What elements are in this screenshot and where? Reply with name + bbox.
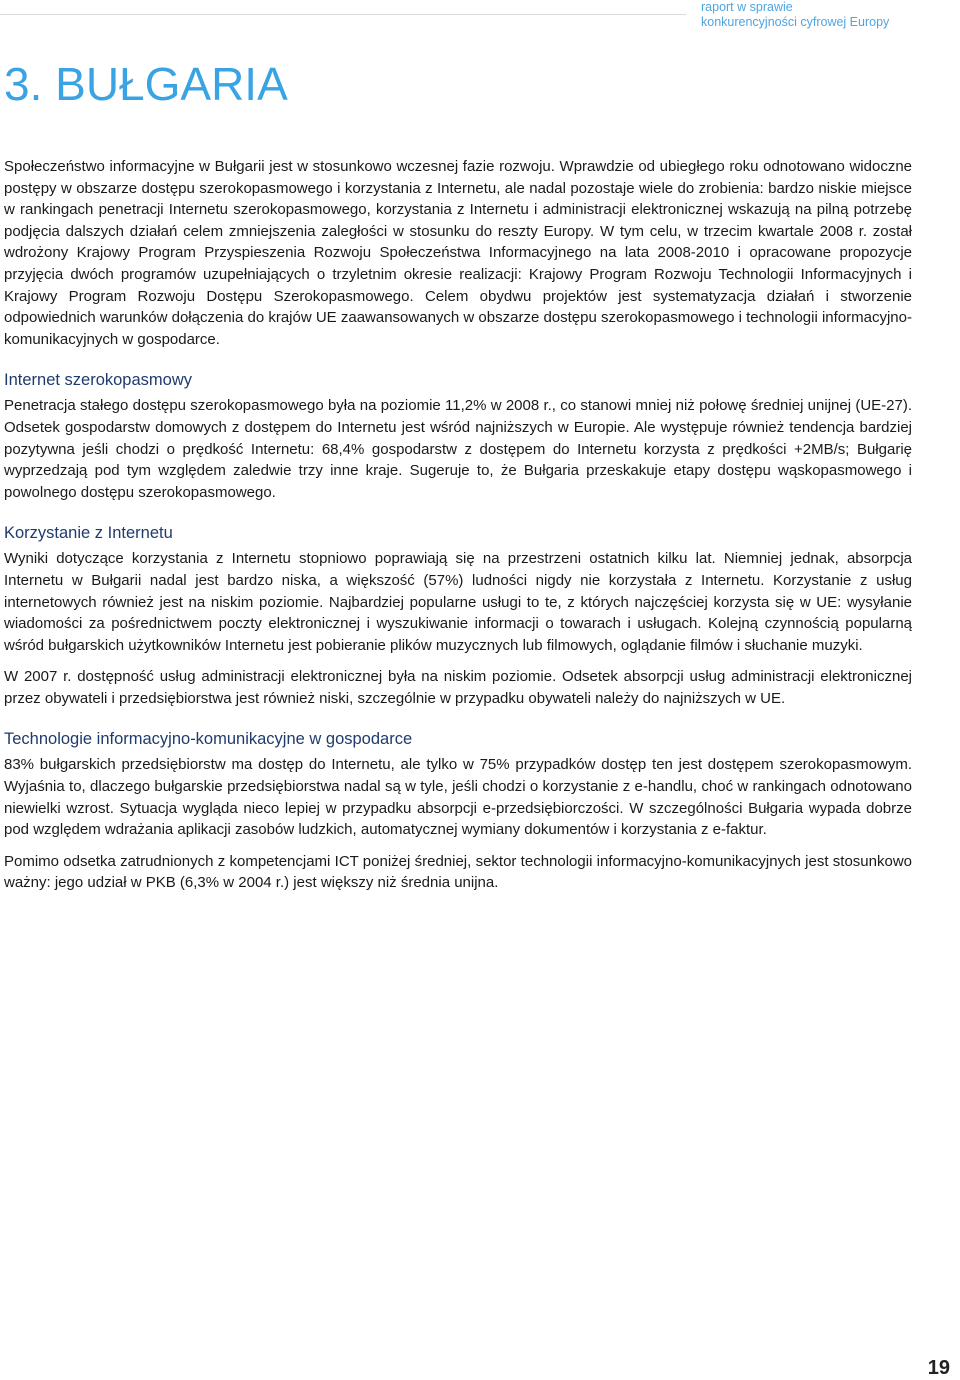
section-heading-broadband: Internet szerokopasmowy	[4, 371, 193, 390]
running-header-line-1: raport w sprawie	[701, 0, 793, 14]
running-header-line-2: konkurencyjności cyfrowej Europy	[701, 15, 890, 29]
section-heading-ict-economy: Technologie informacyjno-komunikacyjne w gospodarce	[4, 730, 413, 749]
paragraph-broadband-1: Penetracja stałego dostępu szerokopasmowego była na poziomie 11,2% w 2008 r., co stanowi mniej niż połowę średniej unijnej (UE-27). Odsetek gospodarstw domowych z dostępem do Internetu jest wśród najniższych w Europie. Ale występuje również tendencja bardziej pozytywna jeśli chodzi o prędkość Internetu: 68,4% gospodarstw z dostępem do Internetu korzysta z prędkości +2MB/s; Bułgarię wyprzedzają pod tym względem zaledwie trzy inne kraje. Sugeruje to, że Bułgaria przeskakuje etapy dostępu wąskopasmowego i powolnego dostępu szerokopasmowego.	[4, 397, 912, 501]
paragraph-internet-use-2: W 2007 r. dostępność usług administracji elektronicznej była na niskim poziomie. Odsetek absorpcji usług administracji elektronicznej przez obywateli i przedsiębiorstwa jest również niski, szczególnie w przypadku obywateli należy do najniższych w UE.	[4, 668, 912, 707]
header-rule	[0, 14, 686, 15]
paragraph-ict-economy-1: 83% bułgarskich przedsiębiorstw ma dostęp do Internetu, ale tylko w 75% przypadków dostęp ten jest dostępem szerokopasmowym. Wyjaśnia to, dlaczego bułgarskie przedsiębiorstwa nadal są w tyle, jeśli chodzi o korzystanie z e-handlu, choć w rankingach odnotowano niewielki wzrost. Sytuacja wygląda nieco lepiej w przypadku absorpcji e-przedsiębiorczości. W szczególności Bułgaria wypada dobrze pod względem wdrażania aplikacji zasobów ludzkich, automatycznej wymiany dokumentów i korzystania z e-faktur.	[4, 756, 912, 839]
running-header	[701, 0, 889, 30]
page-title: 3. BUŁGARIA	[4, 58, 288, 110]
section-heading-internet-use: Korzystanie z Internetu	[4, 524, 173, 543]
paragraph-internet-use-1: Wyniki dotyczące korzystania z Internetu stopniowo poprawiają się na przestrzeni ostatnich kilku lat. Niemniej jednak, absorpcja Internetu w Bułgarii nadal jest bardzo niska, a większość (57%) ludności nigdy nie korzystała z Internetu. Korzystanie z usług internetowych również jest na niskim poziomie. Najbardziej popularne usługi to te, z których najczęściej korzysta się w UE: wysyłanie wiadomości za pośrednictwem poczty elektronicznej i wyszukiwanie informacji o towarach i usługach. Kolejną czynnością popularną wśród bułgarskich użytkowników Internetu jest pobieranie plików muzycznych lub filmowych, oglądanie filmów i słuchanie muzyki.	[4, 550, 912, 654]
paragraph-ict-economy-2: Pomimo odsetka zatrudnionych z kompetencjami ICT poniżej średniej, sektor technologii informacyjno-komunikacyjnych jest stosunkowo ważny: jego udział w PKB (6,3% w 2004 r.) jest większy niż średnia unijna.	[4, 852, 912, 892]
intro-paragraph: Społeczeństwo informacyjne w Bułgarii jest w stosunkowo wczesnej fazie rozwoju. Wprawdzie od ubiegłego roku odnotowano widoczne postępy w obszarze dostępu szerokopasmowego i korzystania z Internetu, ale nadal pozostaje wiele do zrobienia: bardzo niskie miejsce w rankingach penetracji Internetu szerokopasmowego, korzystania z Internetu i administracji elektronicznej wskazują na pilną potrzebę podjęcia dalszych działań celem zmniejszenia zaległości w stosunku do reszty Europy. W tym celu, w trzecim kwartale 2008 r. został wdrożony Krajowy Program Przyspieszenia Rozwoju Społeczeństwa Informacyjnego na lata 2008-2010 i opracowane propozycje przyjęcia dwóch programów uzupełniających o trzyletnim okresie realizacji: Krajowy Program Rozwoju Technologii Informacyjnych i Krajowy Program Rozwoju Dostępu Szerokopasmowego. Celem obydwu projektów jest systematyzacja działań i stworzenie odpowiednich warunków dołączenia do krajów UE zaawansowanych w obszarze dostępu szerokopasmowego i technologii informacyjno-komunikacyjnych w gospodarce.	[4, 158, 912, 348]
page-number: 19	[927, 1357, 950, 1379]
document-body	[4, 156, 912, 894]
